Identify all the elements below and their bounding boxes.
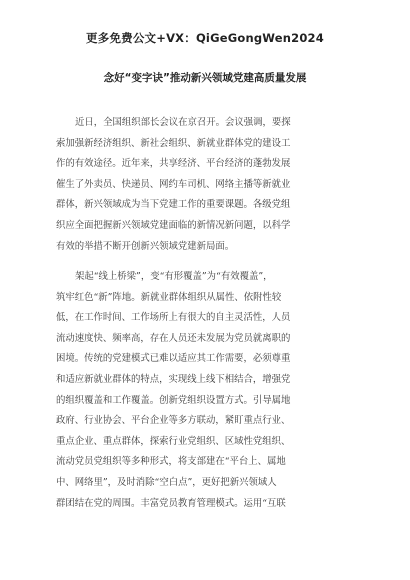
paragraph-line: 索加强新经济组织、新社会组织、新就业群体党的建设工 [56,137,291,149]
paragraph-line: 群团结在党的周围。丰富党员教育管理模式。运用“互联 [56,497,286,509]
paragraph-line: 筑牢红色“新”阵地。新就业群体组织从属性、依附性较 [56,291,282,303]
paragraph-line: 政府、行业协会、平台企业等多方联动，紧盯重点行业、 [56,415,291,427]
paragraph-line: 织应全面把握新兴领域党建面临的新情况新问题，以科学 [56,219,291,231]
paragraph-line: 作的有效途径。近年来，共享经济、平台经济的蓬勃发展 [56,158,291,170]
document-title: 念好“变字诀”推动新兴领域党建高质量发展 [103,72,307,84]
paragraph-line: 流动速度快、频率高，存在人员还未发展为党员就离职的 [56,332,291,344]
paragraph-line: 催生了外卖员、快递员、网约车司机、网络主播等新就业 [56,178,291,190]
paragraph-line: 困境。传统的党建模式已难以适应其工作需要，必须尊重 [56,353,291,365]
paragraph-line: 和适应新就业群体的特点，实现线上线下相结合，增强党 [56,373,291,385]
paragraph-line: 低，在工作时间、工作场所上有很大的自主灵活性，人员 [56,312,291,324]
paragraph-line: 群体，新兴领域成为当下党建工作的重要课题。各级党组 [56,199,291,211]
paragraph-line: 中、网络里”，及时消除“空白点”，更好把新兴领域人 [56,476,277,488]
paragraph-line: 流动党员党组织等多种形式，将支部建在“平台上、属地 [56,456,286,468]
paragraph-2 [56,267,356,514]
paragraph-line: 有效的举措不断开创新兴领域党建新局面。 [56,240,235,252]
promo-header: 更多免费公文+VX：QiGeGongWen2024 [86,31,324,45]
paragraph-line: 重点企业、重点群体，探索行业党组织、区域性党组织、 [56,435,291,447]
paragraph-1 [56,113,356,257]
paragraph-line: 的组织覆盖和工作覆盖。创新党组织设置方式。引导属地 [56,394,291,406]
paragraph-line: 近日，全国组织部长会议在京召开。会议强调，要探 [75,117,291,128]
paragraph-line: 架起“线上桥梁”，变“有形覆盖”为“有效覆盖”， [75,271,273,282]
